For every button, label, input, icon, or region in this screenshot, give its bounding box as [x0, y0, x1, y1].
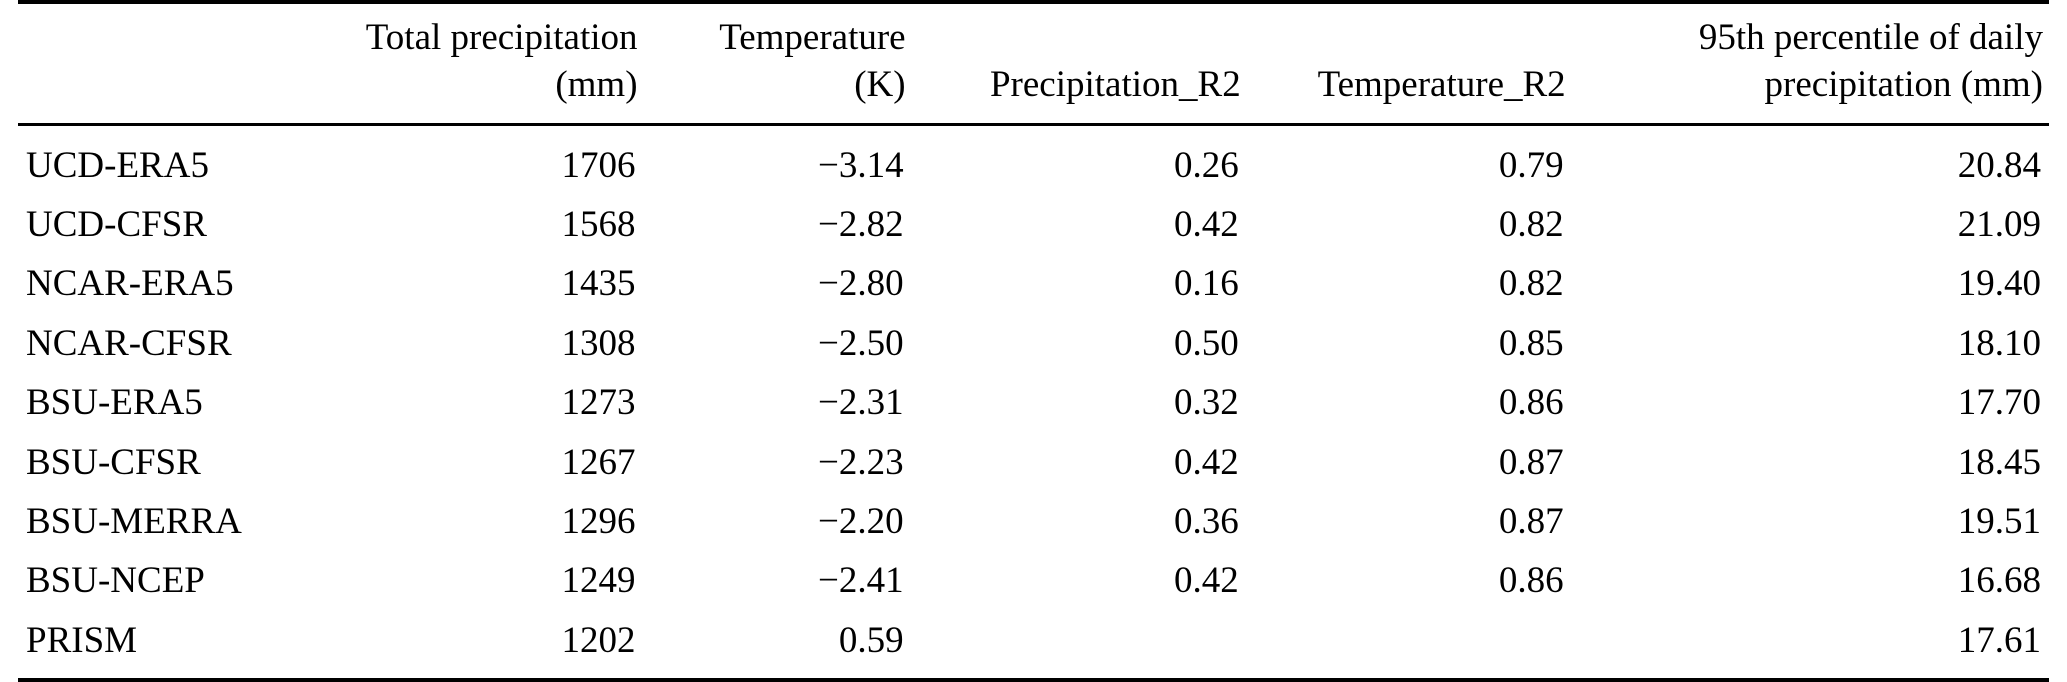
- column-header-total-precipitation: [315, 2, 644, 124]
- column-header-temperature: [644, 2, 912, 124]
- cell-p95-daily-precipitation: 21.09: [1957, 204, 2041, 246]
- column-header-p95-daily-precipitation-line2: precipitation (mm): [1764, 64, 2043, 106]
- cell-precipitation-r2: 0.26: [1173, 144, 1239, 186]
- cell-total-precipitation: 1296: [561, 500, 636, 542]
- cell-temperature-r2: 0.87: [1498, 500, 1564, 542]
- cell-p95-daily-precipitation: 16.68: [1957, 560, 2041, 602]
- column-header-temperature-line1: Temperature: [719, 17, 906, 58]
- cell-temperature: −2.50: [817, 322, 904, 364]
- cell-precipitation-r2: 0.42: [1173, 560, 1239, 602]
- column-header-temperature-r2: [1247, 2, 1572, 124]
- cell-total-precipitation: 1267: [561, 441, 636, 483]
- row-label: BSU-MERRA: [26, 500, 242, 542]
- cell-precipitation-r2: [912, 611, 1247, 680]
- row-label: PRISM: [26, 619, 138, 661]
- cell-p95-daily-precipitation: 18.10: [1957, 322, 2041, 364]
- table-row: [18, 492, 2049, 551]
- column-header-total-precipitation-line1: Total precipitation: [365, 17, 638, 58]
- column-header-temperature-line2: (K): [854, 64, 906, 106]
- row-label: NCAR-CFSR: [26, 322, 232, 364]
- row-label: BSU-NCEP: [26, 560, 205, 602]
- cell-precipitation-r2: 0.42: [1173, 204, 1239, 246]
- cell-p95-daily-precipitation: 17.61: [1957, 619, 2041, 661]
- cell-total-precipitation: 1273: [561, 382, 636, 424]
- cell-total-precipitation: 1308: [561, 322, 636, 364]
- column-header-p95-daily-precipitation: [1572, 2, 2049, 124]
- column-header-temperature-r2-line1: Temperature_R2: [1317, 64, 1566, 106]
- cell-temperature: −2.80: [817, 263, 904, 305]
- header-row: [18, 2, 2049, 124]
- table-row: [18, 433, 2049, 492]
- cell-p95-daily-precipitation: 19.51: [1957, 500, 2041, 542]
- table-row: [18, 373, 2049, 432]
- cell-temperature: −2.20: [817, 500, 904, 542]
- cell-temperature: −2.82: [817, 204, 904, 246]
- cell-p95-daily-precipitation: 19.40: [1957, 263, 2041, 305]
- cell-precipitation-r2: 0.50: [1173, 322, 1239, 364]
- cell-temperature: −2.41: [817, 560, 904, 602]
- table-row: [18, 611, 2049, 680]
- column-header-model: [18, 2, 315, 124]
- row-label: BSU-ERA5: [26, 382, 203, 424]
- cell-total-precipitation: 1202: [561, 619, 636, 661]
- table-row: [18, 195, 2049, 254]
- column-header-p95-daily-precipitation-line1: 95th percentile of daily: [1698, 17, 2043, 58]
- cell-total-precipitation: 1568: [561, 204, 636, 246]
- table-header: [18, 2, 2049, 124]
- column-header-precipitation-r2: [912, 2, 1247, 124]
- cell-precipitation-r2: 0.32: [1173, 382, 1239, 424]
- cell-temperature-r2: 0.87: [1498, 441, 1564, 483]
- cell-temperature: 0.59: [838, 619, 904, 661]
- row-label: UCD-ERA5: [26, 144, 209, 186]
- cell-precipitation-r2: 0.36: [1173, 500, 1239, 542]
- row-label: UCD-CFSR: [26, 204, 207, 246]
- cell-total-precipitation: 1706: [561, 144, 636, 186]
- cell-temperature-r2: 0.85: [1498, 322, 1564, 364]
- cell-total-precipitation: 1249: [561, 560, 636, 602]
- table-row: [18, 124, 2049, 195]
- cell-temperature: −3.14: [817, 144, 904, 186]
- cell-p95-daily-precipitation: 17.70: [1957, 382, 2041, 424]
- cell-temperature: −2.31: [817, 382, 904, 424]
- cell-temperature-r2: 0.86: [1498, 382, 1564, 424]
- table-row: [18, 551, 2049, 610]
- table-row: [18, 314, 2049, 373]
- cell-p95-daily-precipitation: 20.84: [1957, 144, 2041, 186]
- column-header-precipitation-r2-line1: Precipitation_R2: [989, 64, 1241, 106]
- row-label: BSU-CFSR: [26, 441, 201, 483]
- cell-precipitation-r2: 0.42: [1173, 441, 1239, 483]
- cell-temperature-r2: [1247, 611, 1572, 680]
- column-header-total-precipitation-line2: (mm): [555, 64, 638, 106]
- cell-temperature-r2: 0.79: [1498, 144, 1564, 186]
- row-label: NCAR-ERA5: [26, 263, 234, 305]
- cell-temperature-r2: 0.86: [1498, 560, 1564, 602]
- table-row: [18, 254, 2049, 313]
- cell-total-precipitation: 1435: [561, 263, 636, 305]
- cell-temperature: −2.23: [817, 441, 904, 483]
- statistics-table: [18, 0, 2049, 682]
- cell-temperature-r2: 0.82: [1498, 263, 1564, 305]
- cell-temperature-r2: 0.82: [1498, 204, 1564, 246]
- table-body: [18, 124, 2049, 680]
- cell-precipitation-r2: 0.16: [1173, 263, 1239, 305]
- cell-p95-daily-precipitation: 18.45: [1957, 441, 2041, 483]
